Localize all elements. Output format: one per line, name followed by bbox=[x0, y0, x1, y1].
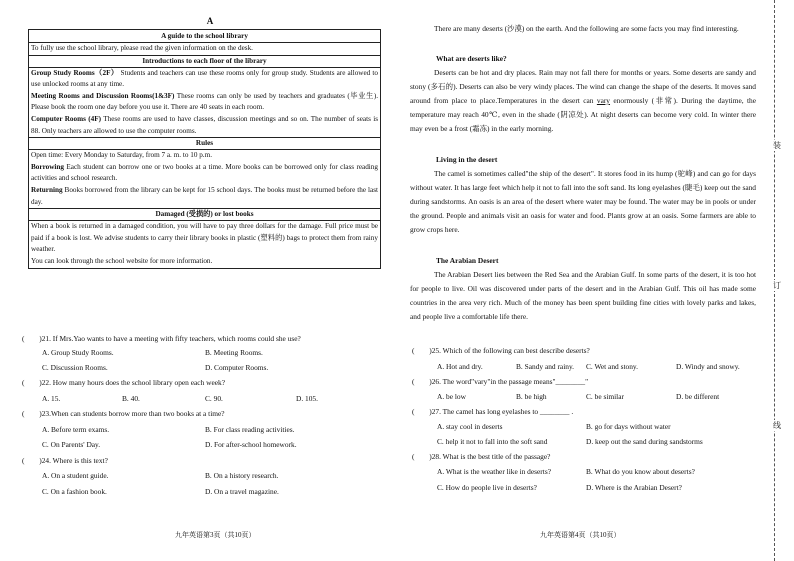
q28-option-b[interactable]: B. What do you know about deserts? bbox=[586, 467, 695, 476]
open-time: Open time: Every Monday to Saturday, from 7 a. m. to 10 p.m. bbox=[31, 151, 212, 160]
q26-option-a[interactable]: A. be low bbox=[437, 392, 466, 401]
q23-option-c[interactable]: C. On Parents' Day. bbox=[42, 440, 101, 449]
returning-text: Books borrowed from the library can be kept for 15 school days. The books must be returned before the last day. bbox=[31, 185, 379, 206]
question-21: ( )21. If Mrs.Yao wants to have a meeting with fifty teachers, which rooms could she use? bbox=[22, 334, 301, 343]
borrowing-text: Each student can borrow one or two books at a time. More books can be borrowed only for class reading activities and school research. bbox=[31, 162, 378, 183]
q24-option-d[interactable]: D. On a travel magazine. bbox=[205, 487, 279, 496]
subheading-living: Living in the desert bbox=[436, 155, 498, 164]
q21-option-b[interactable]: B. Meeting Rooms. bbox=[205, 348, 263, 357]
q23-option-b[interactable]: B. For class reading activities. bbox=[205, 425, 295, 434]
computer-rooms-text: These rooms are used to have classes, discussion meetings and so on. The number of seats is 88. Only teachers are allowed to use the computer rooms. bbox=[31, 114, 379, 135]
subheading-what-are-deserts: What are deserts like? bbox=[436, 54, 507, 63]
group-study-entry bbox=[29, 68, 380, 91]
question-24: ( )24. Where is this text? bbox=[22, 456, 108, 465]
floors-heading: Introductions to each floor of the library bbox=[29, 56, 380, 68]
q22-option-b[interactable]: B. 40. bbox=[122, 394, 140, 403]
meeting-rooms-entry bbox=[29, 91, 380, 114]
damaged-heading: Damaged (受损的) or lost books bbox=[29, 209, 380, 221]
q22-option-c[interactable]: C. 90. bbox=[205, 394, 223, 403]
question-27: ( )27. The camel has long eyelashes to ________ . bbox=[412, 407, 574, 416]
word-vary: vary bbox=[596, 95, 611, 105]
q26-option-c[interactable]: C. be similar bbox=[586, 392, 624, 401]
q27-option-c[interactable]: C. help it not to fall into the soft sand bbox=[437, 437, 548, 446]
question-25: ( )25. Which of the following can best describe deserts? bbox=[412, 346, 590, 355]
rules-heading: Rules bbox=[29, 138, 380, 150]
question-28: ( )28. What is the best title of the passage? bbox=[412, 452, 551, 461]
q28-option-a[interactable]: A. What is the weather like in deserts? bbox=[437, 467, 551, 476]
q24-option-c[interactable]: C. On a fashion book. bbox=[42, 487, 107, 496]
library-guide-box bbox=[28, 29, 381, 269]
paragraph-living: The camel is sometimes called"the ship of the desert". It stores food in its hump (驼峰) and can go for days without water. It has large feet which help it not to fall into the soft sand. Its long eyelashes (睫毛) keep out the sand during sandstorms. An oasis is an area of the desert where water may be found. The water may be in pools or under the ground. People and animals visit an oasis for water and food. Plants grow at an oasis. Some farmers are able to grow crops here. bbox=[410, 169, 756, 234]
q28-option-d[interactable]: D. Where is the Arabian Desert? bbox=[586, 483, 682, 492]
left-page-footer: 九年英语第3页（共10页） bbox=[175, 531, 256, 539]
q21-option-d[interactable]: D. Computer Rooms. bbox=[205, 363, 269, 372]
intro-paragraph: There are many deserts (沙漠) on the earth. And the following are some facts you may find interesting. bbox=[434, 24, 739, 33]
subheading-arabian: The Arabian Desert bbox=[436, 256, 499, 265]
p1-part-b: enormously (非常). During the daytime, the temperature may reach 40℃, even in the shade (阴凉处). At night deserts can become very cold. In winter there may even be a frost (霜冻) in the early morning. bbox=[410, 95, 756, 133]
q27-option-a[interactable]: A. stay cool in deserts bbox=[437, 422, 503, 431]
question-26: ( )26. The word"vary"in the passage means"________" bbox=[412, 377, 589, 386]
right-page-footer: 九年英语第4页（共10页） bbox=[540, 531, 621, 539]
q28-option-c[interactable]: C. How do people live in deserts? bbox=[437, 483, 537, 492]
returning-label: Returning bbox=[31, 185, 63, 194]
q23-option-d[interactable]: D. For after-school homework. bbox=[205, 440, 297, 449]
computer-rooms-entry bbox=[29, 114, 380, 138]
q22-option-d[interactable]: D. 105. bbox=[296, 394, 318, 403]
question-23: ( )23.When can students borrow more than two books at a time? bbox=[22, 409, 225, 418]
q22-option-a[interactable]: A. 15. bbox=[42, 394, 61, 403]
q25-option-d[interactable]: D. Windy and snowy. bbox=[676, 362, 740, 371]
q26-option-b[interactable]: B. be high bbox=[516, 392, 547, 401]
section-letter: A bbox=[206, 16, 214, 26]
group-study-label: Group Study Rooms（2F） bbox=[31, 68, 119, 77]
q26-option-d[interactable]: D. be different bbox=[676, 392, 720, 401]
q27-option-d[interactable]: D. keep out the sand during sandstorms bbox=[586, 437, 703, 446]
p1-part-a: Deserts can be hot and dry places. Rain may not fall there for months or years. Some deserts are sandy and stony (多石的). Deserts can also be very windy places. The wind can change the shape of the deserts. It moves sand around from place to place.Temperatures in the desert can bbox=[410, 68, 756, 105]
q25-option-a[interactable]: A. Hot and dry. bbox=[437, 362, 483, 371]
q24-option-b[interactable]: B. On a history research. bbox=[205, 471, 279, 480]
q21-option-a[interactable]: A. Group Study Rooms. bbox=[42, 348, 114, 357]
binding-char-xian: 线 bbox=[773, 421, 781, 430]
group-study-text: Students and teachers can use these rooms only for group study. Students are allowed to use unlocked rooms at any time. bbox=[31, 68, 378, 89]
returning-rule bbox=[29, 185, 380, 209]
box-title: A guide to the school library bbox=[29, 30, 380, 43]
paragraph-deserts-like bbox=[410, 66, 756, 136]
q24-option-a[interactable]: A. On a student guide. bbox=[42, 471, 109, 480]
q27-option-b[interactable]: B. go for days without water bbox=[586, 422, 671, 431]
question-22: ( )22. How many hours does the school library open each week? bbox=[22, 378, 225, 387]
meeting-rooms-label: Meeting Rooms and Discussion Rooms(1&3F) bbox=[31, 91, 175, 100]
box-intro: To fully use the school library, please read the given information on the desk. bbox=[29, 43, 380, 56]
binding-char-ding: 订 bbox=[773, 281, 781, 290]
q25-option-b[interactable]: B. Sandy and rainy. bbox=[516, 362, 575, 371]
damaged-text: When a book is returned in a damaged condition, you will have to pay three dollars for the damage. Full price must be paid if a book is lost. We advise students to carry their library books in plastic (塑料的) bags to protect them from rainy weather. bbox=[31, 222, 378, 254]
computer-rooms-label: Computer Rooms (4F) bbox=[31, 114, 102, 123]
q25-option-c[interactable]: C. Wet and stony. bbox=[586, 362, 638, 371]
q23-option-a[interactable]: A. Before term exams. bbox=[42, 425, 110, 434]
q21-option-c[interactable]: C. Discussion Rooms. bbox=[42, 363, 108, 372]
borrowing-rule bbox=[29, 162, 380, 185]
binding-char-zhuang: 装 bbox=[773, 141, 781, 150]
borrowing-label: Borrowing bbox=[31, 162, 65, 171]
website-text: You can look through the school website for more information. bbox=[31, 256, 213, 265]
paragraph-arabian: The Arabian Desert lies between the Red Sea and the Arabian Gulf. In some parts of the desert, it is too hot for people to live. Oil was discovered under parts of the desert and in the Arabian Gulf. This oil has made some countries in the area very rich. Much of the money has been spent building fine cities with lovely parks and lakes, and people live a comfortable life there. bbox=[410, 270, 756, 321]
meeting-rooms-text: These rooms can only be used by teachers and graduates (毕业生). Please book the room one day before you use it. There are 40 seats in each room. bbox=[31, 91, 379, 112]
